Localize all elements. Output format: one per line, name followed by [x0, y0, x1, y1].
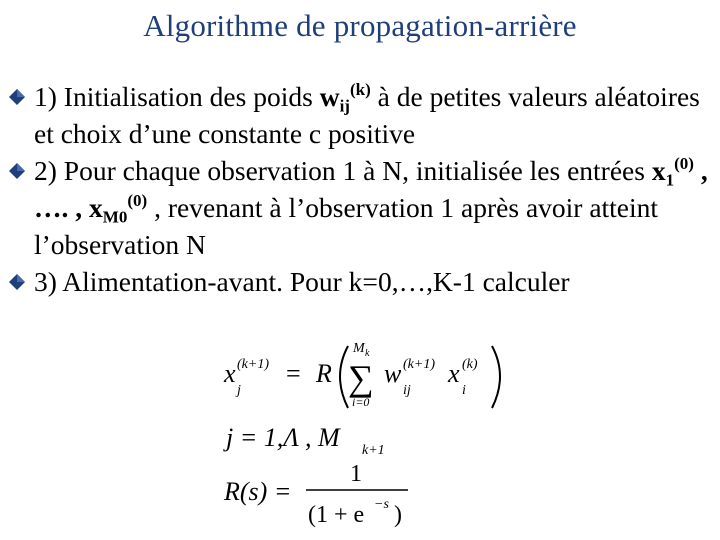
equation-index-range: [223, 423, 385, 458]
svg-text:−s: −s: [374, 497, 389, 512]
svg-text:(1 + e: (1 + e: [308, 502, 365, 528]
svg-text:1: 1: [350, 461, 362, 487]
svg-text:): ): [394, 502, 402, 528]
bullet-number: 3): [34, 266, 57, 297]
bullet-text: Alimentation-avant. Pour k=0,…,K-1 calculer: [62, 266, 570, 297]
bullet-text: , revenant à l’observation 1 après avoir atteint l’observation N: [34, 192, 659, 260]
input-xm-symbol: $x_{M0}^{(0)}$: [89, 190, 148, 227]
svg-text:j = 1,Λ , M: j = 1,Λ , M: [226, 423, 340, 452]
svg-text:(k): (k): [462, 357, 478, 372]
svg-text:i=0: i=0: [352, 395, 370, 409]
svg-text:(k+1): (k+1): [403, 357, 435, 372]
bullet-text: Initialisation des poids: [63, 81, 320, 112]
svg-text:j: j: [237, 383, 241, 398]
input-x1-symbol: $x_1^{(0)}$: [651, 153, 694, 190]
diamond-bullet-icon: [8, 162, 26, 180]
bullet-number: 2): [34, 155, 57, 186]
svg-text:ij: ij: [403, 383, 411, 398]
ellipsis-text: , …. ,: [34, 155, 708, 223]
formula-block: [222, 338, 522, 530]
svg-text:=: =: [286, 359, 301, 388]
diamond-bullet-icon: [8, 88, 26, 106]
svg-text:k+1: k+1: [362, 443, 385, 458]
bullet-1: [6, 78, 711, 152]
weight-symbol: $w_{ij}^{(k)}$: [319, 79, 371, 116]
svg-text:x: x: [224, 359, 236, 388]
svg-text:R: R: [316, 359, 332, 388]
bullet-3: [6, 263, 711, 300]
bullet-2: [6, 152, 711, 263]
svg-text:w: w: [384, 359, 402, 388]
bullet-text: à de petites valeurs aléatoires et choix d’une constante c positive: [34, 81, 700, 149]
formula-image: [222, 338, 522, 530]
svg-text:R(s) =: R(s) =: [224, 477, 292, 506]
sum-sign: ∑: [348, 358, 374, 398]
equation-sigmoid: [223, 461, 408, 528]
svg-text:M: M: [353, 341, 365, 356]
svg-text:x: x: [448, 359, 460, 388]
svg-text:(k+1): (k+1): [237, 357, 269, 372]
svg-text:k: k: [365, 348, 370, 359]
equation-forward: [223, 341, 500, 409]
bullet-list: [6, 78, 711, 300]
bullet-text: Pour chaque observation 1 à N, initialisée les entrées: [63, 155, 652, 186]
bullet-number: 1): [34, 81, 57, 112]
slide-title: Algorithme de propagation-arrière: [143, 8, 577, 43]
diamond-bullet-icon: [8, 273, 26, 291]
svg-text:i: i: [462, 383, 466, 398]
